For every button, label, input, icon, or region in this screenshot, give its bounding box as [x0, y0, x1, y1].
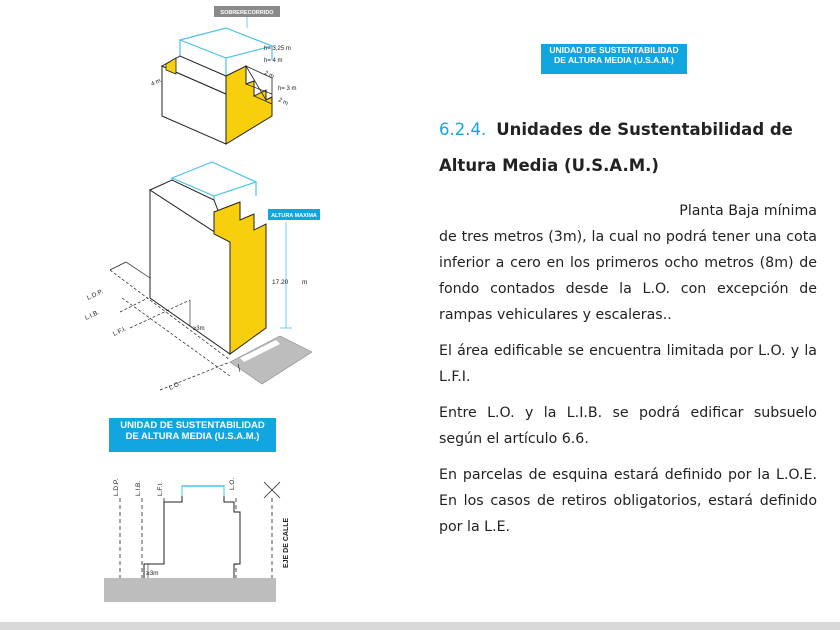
usam-badge-left [109, 418, 276, 452]
badge-line: UNIDAD DE SUSTENTABILIDAD [549, 45, 679, 55]
paragraph-planta-baja [439, 198, 817, 328]
dim-label: h= 4 m [264, 58, 283, 64]
sobrerecorrido-diagram [130, 4, 310, 149]
bottom-divider [0, 622, 840, 630]
section-heading [439, 112, 817, 184]
ldp-label: L.D.P. [85, 288, 105, 302]
max-height-unit: m [302, 279, 308, 286]
sobrerecorrido-tag: SOBRERECORRIDO [220, 10, 274, 16]
paragraph-body: de tres metros (3m), la cual no podrá tener una cota inferior a cero en los primeros ocho metros (8m) de fondo contados desde la L.O. con excepción de rampas vehiculares y escaleras.. [439, 229, 817, 323]
section-eje: EJE DE CALLE [283, 517, 290, 568]
lib-label: L.I.B. [83, 309, 101, 322]
altura-maxima-tag: ALTURA MAXIMA [271, 213, 317, 219]
badge-line: DE ALTURA MEDIA (U.S.A.M.) [125, 430, 260, 442]
dim-label: 2 m [277, 97, 289, 108]
section-lo: L.O. [229, 477, 236, 490]
section-title: Unidades de Sustentabilidad de Altura Media (U.S.A.M.) [439, 120, 793, 175]
section-lfi: L.F.I. [157, 481, 164, 496]
paragraph-area: El área edificable se encuentra limitada por L.O. y la L.F.I. [439, 343, 817, 385]
dim-label: h= 3 m [278, 86, 297, 92]
dim-label: h= 3,25 m [264, 46, 291, 52]
max-height-value: 17.20 [272, 279, 289, 286]
paragraph-lead: Planta Baja mínima [679, 203, 817, 219]
section-diagram [104, 468, 294, 608]
lo-label: L.O. [167, 380, 182, 392]
paragraph-subsuelo: Entre L.O. y la L.I.B. se podrá edificar subsuelo según el artículo 6.6. [439, 405, 817, 447]
section-ldp: L.D.P. [113, 478, 120, 496]
dim-label: 4 m [150, 78, 162, 88]
section-text [439, 112, 817, 540]
section-number: 6.2.4. [439, 120, 487, 139]
usam-badge-right [541, 44, 687, 74]
lfi-label: L.F.I. [111, 325, 128, 338]
altura-maxima-diagram [83, 150, 350, 400]
paragraph-esquina: En parcelas de esquina estará definido por la L.O.E. En los casos de retiros obligatorios, estará definido por la L.E. [439, 467, 817, 535]
section-min-height: ≥3m [146, 570, 159, 577]
badge-line: UNIDAD DE SUSTENTABILIDAD [120, 420, 265, 431]
dim-label: 2 m [263, 70, 275, 81]
badge-line: DE ALTURA MEDIA (U.S.A.M.) [554, 54, 674, 65]
section-lib: L.I.B. [135, 480, 142, 496]
min-height-label: ≥3m [193, 326, 205, 332]
